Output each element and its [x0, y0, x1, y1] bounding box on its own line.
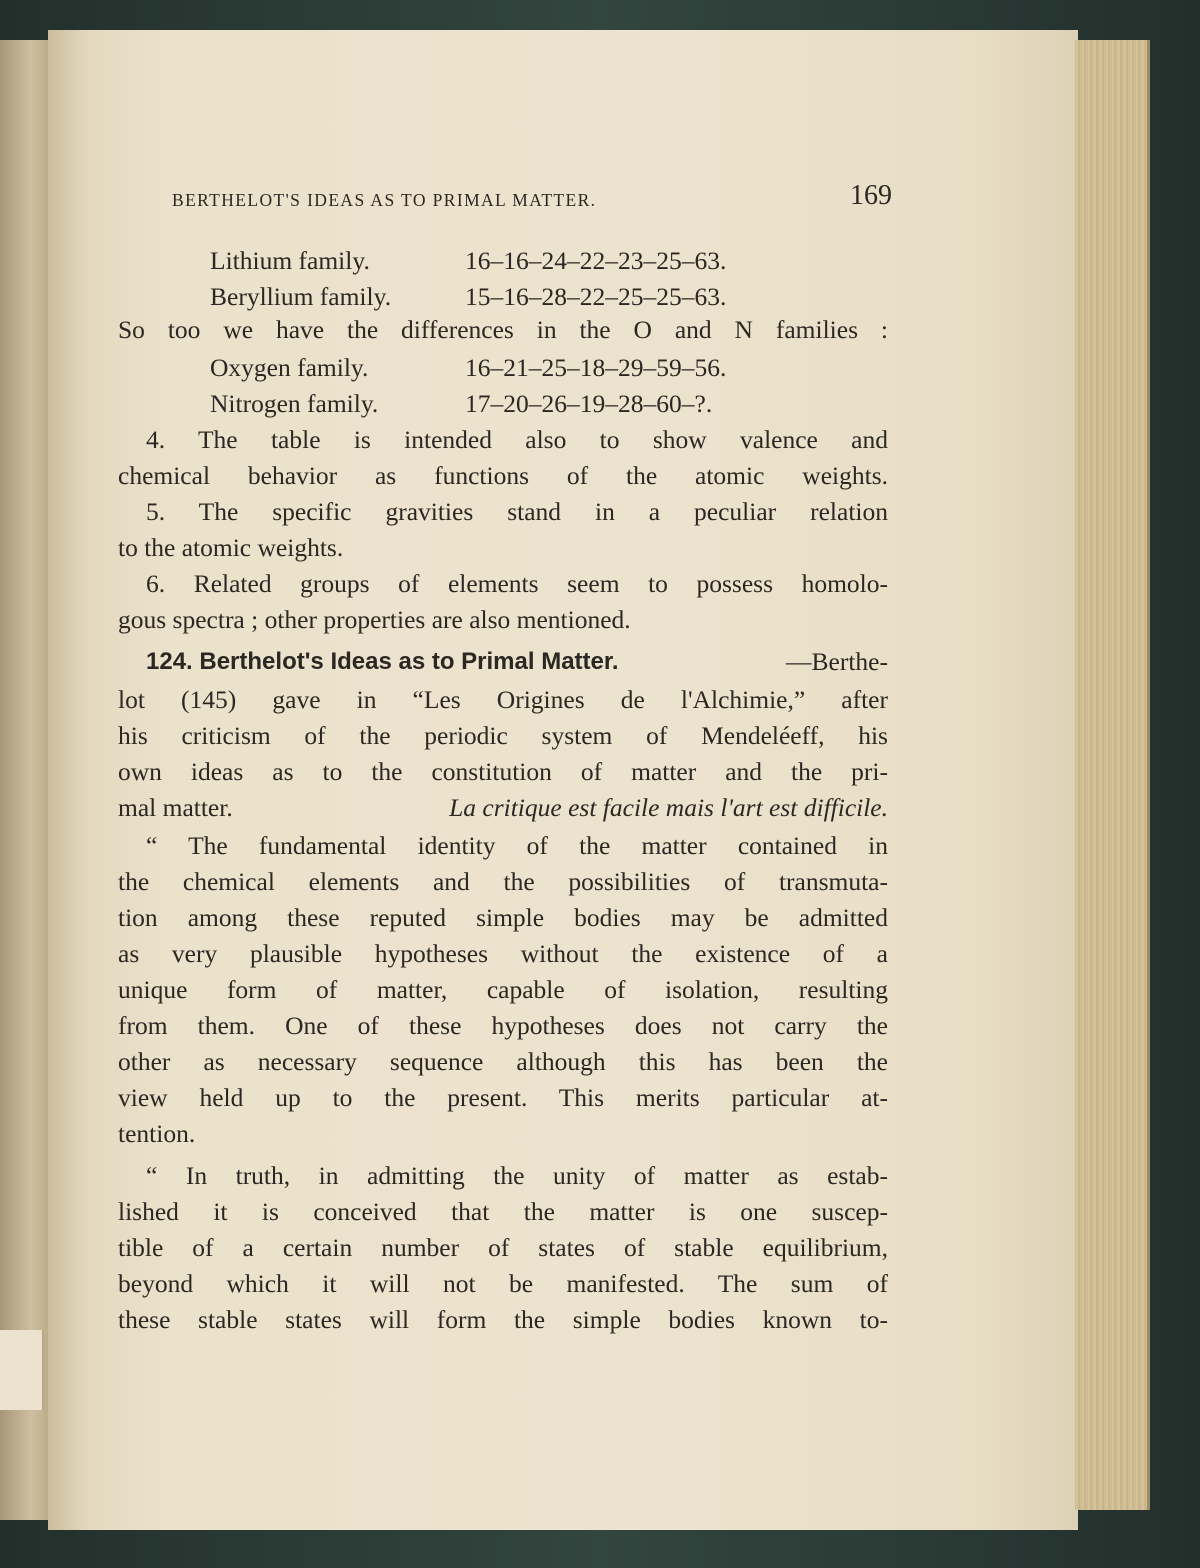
- family-differences: 17–20–26–19–28–60–?.: [465, 389, 713, 418]
- body-line: to the atomic weights.: [118, 533, 344, 562]
- body-line: own ideas as to the constitution of matter and the pri-: [118, 757, 888, 786]
- quote-line: from them. One of these hypotheses does not carry the: [118, 1011, 888, 1040]
- body-line: his criticism of the periodic system of Mendeléeff, his: [118, 721, 888, 750]
- quote-line: tion among these reputed simple bodies may be admitted: [118, 903, 888, 932]
- body-line: gous spectra ; other properties are also mentioned.: [118, 605, 631, 634]
- body-line: So too we have the differences in the O and N families :: [118, 315, 888, 344]
- difference-row: [210, 353, 726, 383]
- left-page-edge: [0, 40, 52, 1520]
- running-title: BERTHELOT'S IDEAS AS TO PRIMAL MATTER.: [172, 190, 597, 210]
- body-line: 4. The table is intended also to show valence and: [146, 425, 888, 454]
- quote-line: view held up to the present. This merits particular at-: [118, 1083, 888, 1112]
- section-heading: 124. Berthelot's Ideas as to Primal Matter.: [146, 648, 619, 675]
- family-differences: 16–21–25–18–29–59–56.: [465, 353, 727, 382]
- family-differences: 15–16–28–22–25–25–63.: [465, 282, 727, 311]
- family-name: Lithium family.: [210, 246, 370, 275]
- paper-tab: [0, 1330, 44, 1410]
- body-text: —Berthe-: [786, 647, 888, 676]
- body-line: 5. The specific gravities stand in a peculiar relation: [146, 497, 888, 526]
- section-heading-line: [146, 645, 888, 679]
- quote-line: lished it is conceived that the matter is one suscep-: [118, 1197, 888, 1226]
- family-differences: 16–16–24–22–23–25–63.: [465, 246, 727, 275]
- difference-row: [210, 282, 726, 312]
- quote-line: tention.: [118, 1119, 196, 1148]
- family-name: Oxygen family.: [210, 353, 369, 382]
- quote-line: tible of a certain number of states of stable equilibrium,: [118, 1233, 888, 1262]
- body-line: 6. Related groups of elements seem to possess homolo-: [146, 569, 888, 598]
- body-line: [118, 791, 888, 825]
- page-number: 169: [850, 180, 892, 211]
- page-fore-edge: [1075, 40, 1150, 1510]
- body-text: mal matter.: [118, 793, 233, 822]
- quote-line: “ The fundamental identity of the matter contained in: [146, 831, 888, 860]
- family-name: Nitrogen family.: [210, 389, 379, 418]
- difference-row: [210, 389, 712, 419]
- french-quote: La critique est facile mais l'art est difficile.: [449, 793, 888, 822]
- quote-line: unique form of matter, capable of isolation, resulting: [118, 975, 888, 1004]
- quote-line: other as necessary sequence although this has been the: [118, 1047, 888, 1076]
- family-name: Beryllium family.: [210, 282, 392, 311]
- body-line: chemical behavior as functions of the atomic weights.: [118, 461, 888, 490]
- quote-line: the chemical elements and the possibilities of transmuta-: [118, 867, 888, 896]
- body-line: lot (145) gave in “Les Origines de l'Alchimie,” after: [118, 685, 888, 714]
- quote-line: these stable states will form the simple bodies known to-: [118, 1305, 888, 1334]
- quote-line: beyond which it will not be manifested. The sum of: [118, 1269, 888, 1298]
- difference-row: [210, 246, 726, 276]
- quote-line: “ In truth, in admitting the unity of matter as estab-: [146, 1161, 888, 1190]
- quote-line: as very plausible hypotheses without the existence of a: [118, 939, 888, 968]
